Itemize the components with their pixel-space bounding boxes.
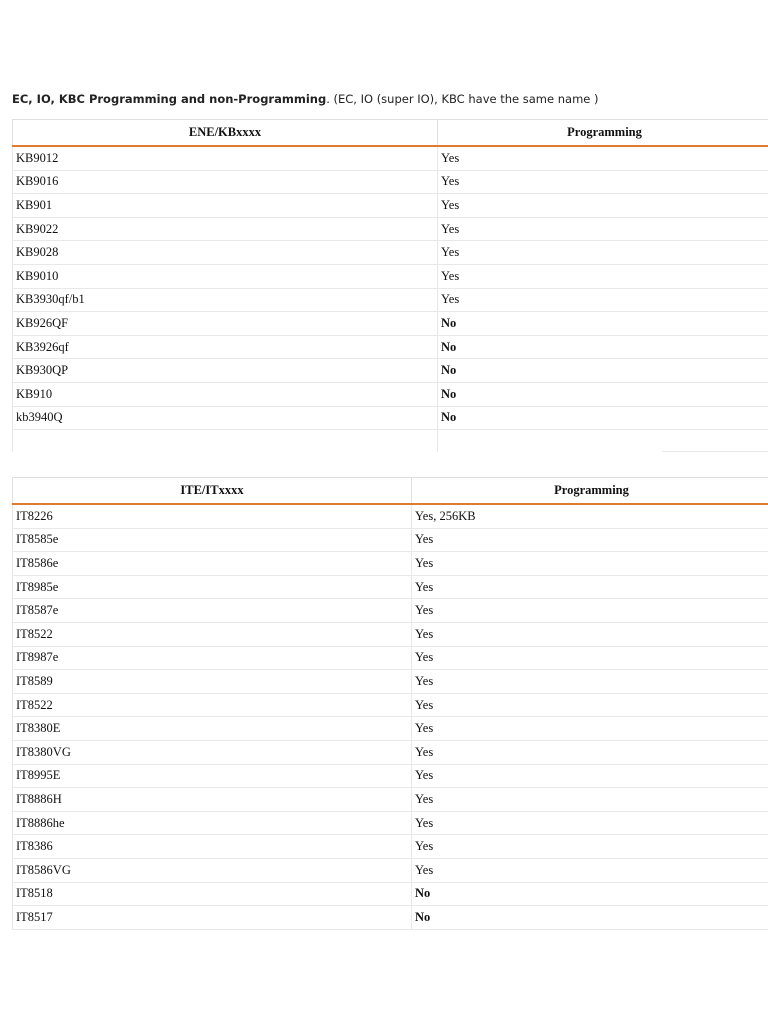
programming-support-cell: Yes xyxy=(412,693,768,717)
column-header-programming: Programming xyxy=(412,478,768,505)
programming-support-cell: Yes xyxy=(438,288,768,312)
programming-support-cell: Yes xyxy=(412,646,768,670)
chip-model-cell: IT8517 xyxy=(13,906,412,930)
programming-support-cell: Yes xyxy=(412,858,768,882)
table-row xyxy=(13,599,768,623)
table-row xyxy=(13,382,768,406)
programming-support-cell: No xyxy=(438,359,768,383)
table-row xyxy=(13,312,768,336)
table-row xyxy=(13,740,768,764)
chip-model-cell: IT8226 xyxy=(13,504,412,528)
programming-support-cell: Yes xyxy=(412,575,768,599)
chip-model-cell: KB910 xyxy=(13,382,438,406)
table-row xyxy=(13,788,768,812)
table-row xyxy=(13,528,768,552)
programming-support-cell: No xyxy=(438,312,768,336)
table-row xyxy=(13,359,768,383)
table-row xyxy=(13,858,768,882)
empty-cell xyxy=(13,430,438,453)
programming-support-cell: Yes xyxy=(412,764,768,788)
ene-kb-table xyxy=(12,119,768,452)
programming-support-cell: Yes xyxy=(412,788,768,812)
table-header-row xyxy=(13,478,768,505)
table-row xyxy=(13,811,768,835)
programming-support-cell: No xyxy=(412,882,768,906)
section-heading xyxy=(12,92,762,106)
programming-support-cell: Yes xyxy=(438,194,768,218)
chip-model-cell: KB9016 xyxy=(13,170,438,194)
table-row xyxy=(13,146,768,170)
chip-model-cell: IT8380E xyxy=(13,717,412,741)
table-row xyxy=(13,170,768,194)
chip-model-cell: KB926QF xyxy=(13,312,438,336)
table-row xyxy=(13,335,768,359)
programming-support-cell: Yes xyxy=(438,146,768,170)
chip-model-cell: KB901 xyxy=(13,194,438,218)
programming-support-cell: No xyxy=(438,335,768,359)
programming-support-cell: No xyxy=(438,406,768,430)
empty-cell xyxy=(438,430,768,453)
programming-support-cell: Yes xyxy=(412,717,768,741)
table-row xyxy=(13,241,768,265)
programming-support-cell: No xyxy=(438,382,768,406)
table-row xyxy=(13,906,768,930)
chip-model-cell: KB930QP xyxy=(13,359,438,383)
table-row xyxy=(13,764,768,788)
programming-support-cell: Yes xyxy=(412,740,768,764)
table-row xyxy=(13,552,768,576)
chip-model-cell: IT8589 xyxy=(13,670,412,694)
section-heading-bold: EC, IO, KBC Programming and non-Programming xyxy=(12,92,327,106)
chip-model-cell: IT8585e xyxy=(13,528,412,552)
programming-support-cell: Yes xyxy=(412,811,768,835)
ite-it-table xyxy=(12,477,768,930)
column-header-programming: Programming xyxy=(438,120,768,147)
chip-model-cell: IT8380VG xyxy=(13,740,412,764)
table-row xyxy=(13,264,768,288)
chip-model-cell: KB9012 xyxy=(13,146,438,170)
programming-support-cell: Yes xyxy=(412,552,768,576)
chip-model-cell: IT8522 xyxy=(13,622,412,646)
programming-support-cell: Yes, 256KB xyxy=(412,504,768,528)
programming-support-cell: No xyxy=(412,906,768,930)
chip-model-cell: kb3940Q xyxy=(13,406,438,430)
column-header-chip: ITE/ITxxxx xyxy=(13,478,412,505)
chip-model-cell: KB9010 xyxy=(13,264,438,288)
chip-model-cell: IT8518 xyxy=(13,882,412,906)
chip-model-cell: IT8587e xyxy=(13,599,412,623)
programming-support-cell: Yes xyxy=(438,170,768,194)
table-row xyxy=(13,406,768,430)
table-divider xyxy=(662,451,768,452)
table-row xyxy=(13,288,768,312)
programming-support-cell: Yes xyxy=(412,670,768,694)
chip-model-cell: IT8386 xyxy=(13,835,412,859)
column-header-chip: ENE/KBxxxx xyxy=(13,120,438,147)
table-row xyxy=(13,670,768,694)
table-row xyxy=(13,693,768,717)
table-row xyxy=(13,717,768,741)
table-row xyxy=(13,622,768,646)
chip-model-cell: IT8985e xyxy=(13,575,412,599)
programming-support-cell: Yes xyxy=(438,217,768,241)
table-header-row xyxy=(13,120,768,147)
table-spacer-row xyxy=(13,430,768,453)
table-row xyxy=(13,882,768,906)
chip-model-cell: KB9022 xyxy=(13,217,438,241)
chip-model-cell: IT8586VG xyxy=(13,858,412,882)
table-row xyxy=(13,217,768,241)
chip-model-cell: IT8995E xyxy=(13,764,412,788)
chip-model-cell: IT8522 xyxy=(13,693,412,717)
table-row xyxy=(13,835,768,859)
table-row xyxy=(13,646,768,670)
programming-support-cell: Yes xyxy=(438,264,768,288)
chip-model-cell: KB3926qf xyxy=(13,335,438,359)
table-row xyxy=(13,194,768,218)
chip-model-cell: KB3930qf/b1 xyxy=(13,288,438,312)
chip-model-cell: IT8886H xyxy=(13,788,412,812)
section-heading-note: . (EC, IO (super IO), KBC have the same name ) xyxy=(326,92,599,106)
chip-model-cell: IT8586e xyxy=(13,552,412,576)
table-row xyxy=(13,575,768,599)
chip-model-cell: IT8987e xyxy=(13,646,412,670)
chip-model-cell: KB9028 xyxy=(13,241,438,265)
programming-support-cell: Yes xyxy=(412,599,768,623)
programming-support-cell: Yes xyxy=(438,241,768,265)
chip-model-cell: IT8886he xyxy=(13,811,412,835)
programming-support-cell: Yes xyxy=(412,622,768,646)
table-row xyxy=(13,504,768,528)
programming-support-cell: Yes xyxy=(412,528,768,552)
programming-support-cell: Yes xyxy=(412,835,768,859)
